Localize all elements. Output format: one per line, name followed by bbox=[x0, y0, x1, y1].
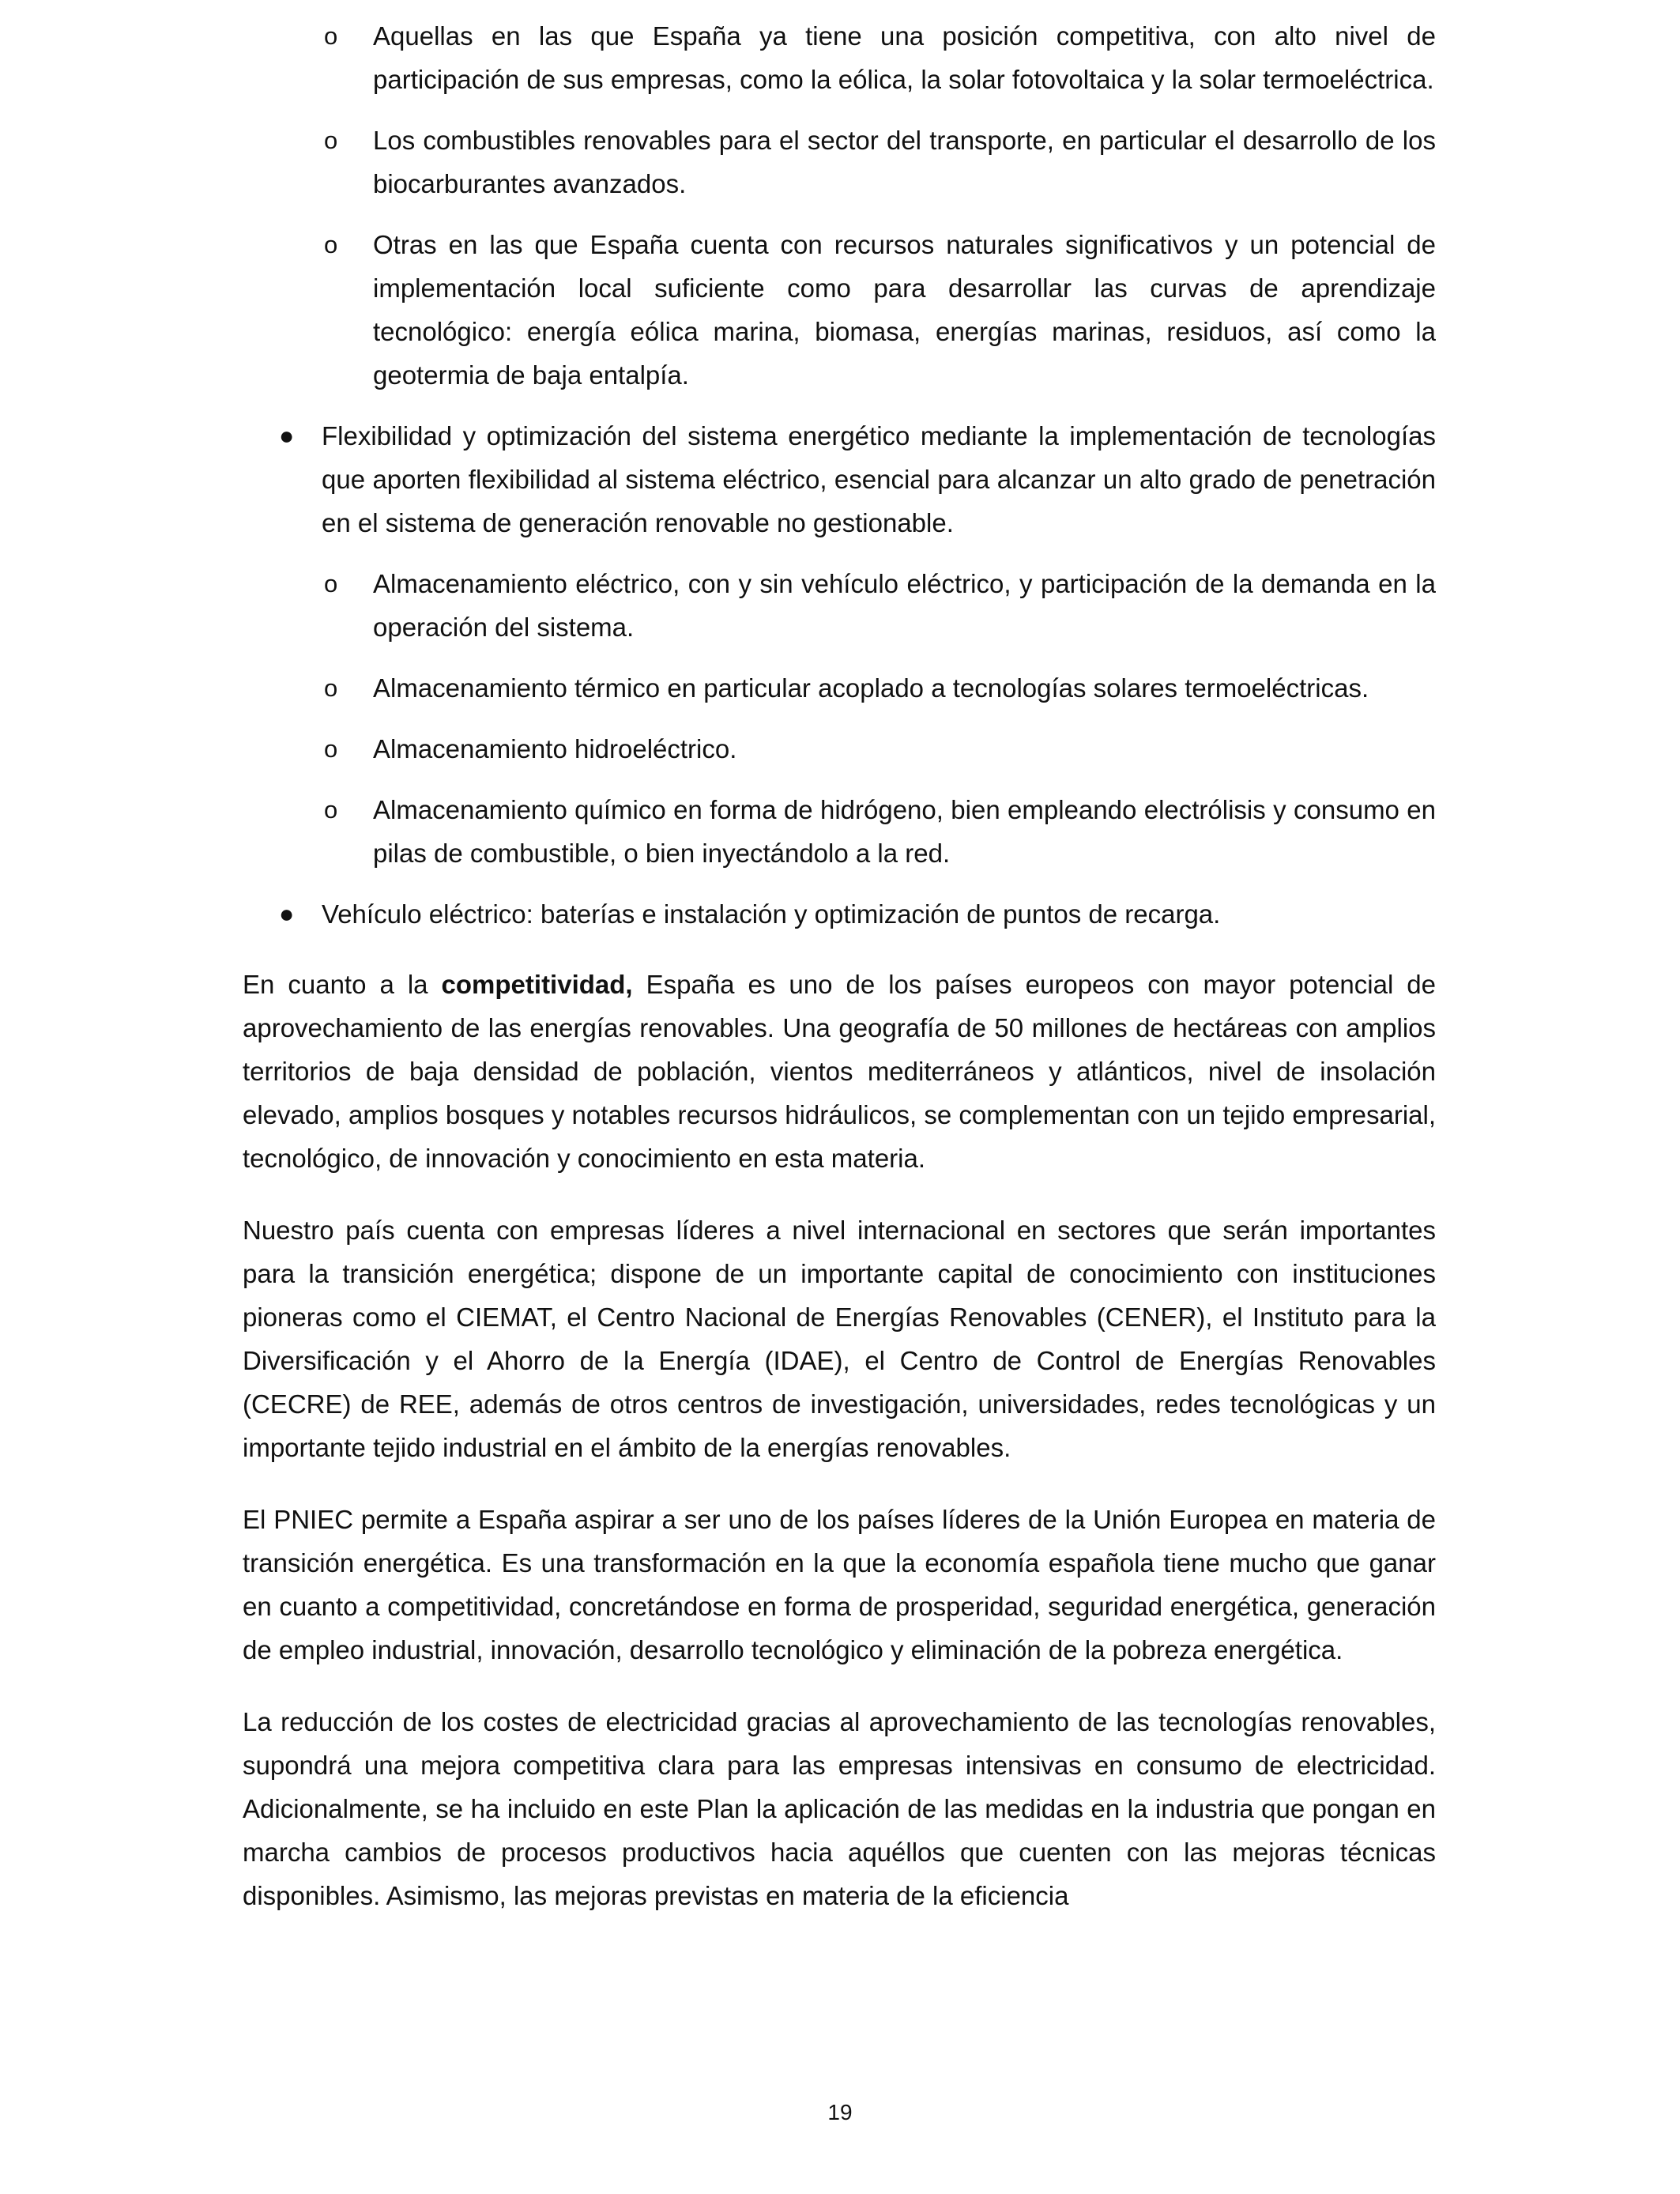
list-item bbox=[243, 788, 1436, 875]
list-item-text: Almacenamiento químico en forma de hidrógeno, bien empleando electrólisis y consumo en pilas de combustible, o bien inyectándolo a la red. bbox=[373, 795, 1436, 868]
circle-bullet: o bbox=[324, 796, 338, 824]
paragraph-pniec: El PNIEC permite a España aspirar a ser uno de los países líderes de la Unión Europea en materia de transición energética. Es una transformación en la que la economía española tiene mucho que ganar en cuanto a competitividad, concretándose en forma de prosperidad, seguridad energética, generación de empleo industrial, innovación, desarrollo tecnológico y eliminación de la pobreza energética. bbox=[243, 1505, 1436, 1664]
circle-bullet: o bbox=[324, 22, 338, 50]
paragraph-costs: La reducción de los costes de electricidad gracias al aprovechamiento de las tecnologías renovables, supondrá una mejora competitiva clara para las empresas intensivas en consumo de electricidad. Adicionalmente, se ha incluido en este Plan la aplicación de las medidas en la industria que pongan en marcha cambios de procesos productivos hacia aquéllos que cuenten con las mejoras técnicas disponibles. Asimismo, las mejoras previstas en materia de la eficiencia bbox=[243, 1707, 1436, 1910]
paragraph-competitiveness bbox=[243, 963, 1436, 1180]
list-item bbox=[243, 223, 1436, 397]
list-item-text: Almacenamiento hidroeléctrico. bbox=[373, 734, 737, 763]
bold-term: competitividad, bbox=[441, 970, 633, 999]
paragraph-rest: España es uno de los países europeos con mayor potencial de aprovechamiento de las energías renovables. Una geografía de 50 millones de hectáreas con amplios territorios de baja densidad de población, vientos mediterráneos y atlánticos, nivel de insolación elevado, amplios bosques y notables recursos hidráulicos, se complementan con un tejido empresarial, tecnológico, de innovación y conocimiento en esta materia. bbox=[243, 970, 1437, 1173]
bullet-item-text: Flexibilidad y optimización del sistema energético mediante la implementación de tecnologías que aporten flexibilidad al sistema eléctrico, esencial para alcanzar un alto grado de penetración en el sistema de generación renovable no gestionable. bbox=[322, 421, 1436, 537]
list-item bbox=[243, 119, 1436, 205]
paragraph-institutions: Nuestro país cuenta con empresas líderes a nivel internacional en sectores que serán importantes para la transición energética; dispone de un importante capital de conocimiento con instituciones pioneras como el CIEMAT, el Centro Nacional de Energías Renovables (CENER), el Instituto para la Diversificación y el Ahorro de la Energía (IDAE), el Centro de Control de Energías Renovables (CECRE) de REE, además de otros centros de investigación, universidades, redes tecnológicas y un importante tejido industrial en el ámbito de la energías renovables. bbox=[243, 1216, 1436, 1462]
list-item bbox=[243, 562, 1436, 649]
list-item bbox=[243, 727, 1436, 771]
bullet-item-text: Vehículo eléctrico: baterías e instalación y optimización de puntos de recarga. bbox=[322, 899, 1221, 929]
list-item bbox=[243, 666, 1436, 710]
bullet-item-flexibility bbox=[243, 414, 1436, 545]
list-item-text: Aquellas en las que España ya tiene una posición competitiva, con alto nivel de participación de sus empresas, como la eólica, la solar fotovoltaica y la solar termoeléctrica. bbox=[373, 21, 1436, 94]
bullet-item-vehicle bbox=[243, 892, 1436, 936]
bullet-dot: ● bbox=[279, 421, 295, 450]
list-item-text: Almacenamiento eléctrico, con y sin vehículo eléctrico, y participación de la demanda en la operación del sistema. bbox=[373, 569, 1436, 642]
circle-bullet: o bbox=[324, 126, 338, 154]
list-item-text: Otras en las que España cuenta con recursos naturales significativos y un potencial de implementación local suficiente como para desarrollar las curvas de aprendizaje tecnológico: energía eólica marina, biomasa, energías marinas, residuos, así como la geotermia de baja entalpía. bbox=[373, 230, 1436, 390]
document-body bbox=[243, 14, 1436, 1946]
page-number: 19 bbox=[827, 2100, 853, 2124]
list-item-text: Almacenamiento térmico en particular acoplado a tecnologías solares termoeléctricas. bbox=[373, 673, 1369, 703]
list-item-text: Los combustibles renovables para el sector del transporte, en particular el desarrollo de los biocarburantes avanzados. bbox=[373, 126, 1436, 198]
circle-bullet: o bbox=[324, 570, 338, 598]
circle-bullet: o bbox=[324, 735, 338, 763]
list-item bbox=[243, 14, 1436, 101]
circle-bullet: o bbox=[324, 231, 338, 258]
paragraph-lead: En cuanto a la bbox=[243, 970, 442, 999]
bullet-dot: ● bbox=[279, 899, 295, 928]
circle-bullet: o bbox=[324, 674, 338, 702]
